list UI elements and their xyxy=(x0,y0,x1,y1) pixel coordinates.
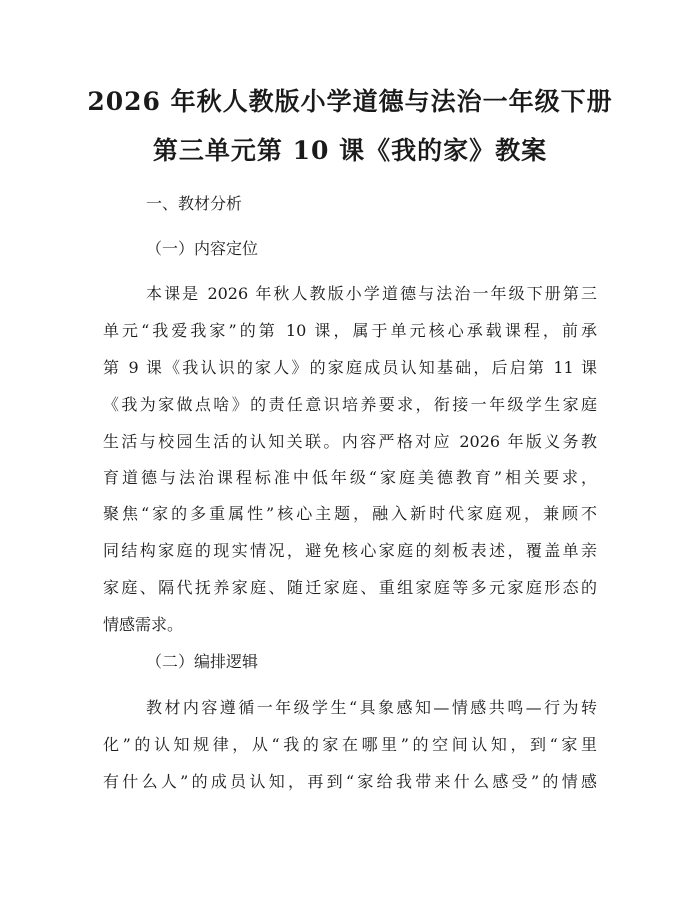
paragraph-line: 情感需求。 xyxy=(103,615,184,634)
paragraph-line: 育道德与法治课程标准中低年级“家庭美德教育”相关要求， xyxy=(103,468,597,487)
paragraph-line: 教材内容遵循一年级学生“具象感知—情感共鸣—行为转 xyxy=(146,698,597,717)
paragraph-line: 第 9 课《我认识的家人》的家庭成员认知基础，后启第 11 课 xyxy=(103,358,597,377)
section-heading-teaching-material-analysis: 一、教材分析 xyxy=(146,194,243,213)
paragraph-line: 生活与校园生活的认知关联。内容严格对应 2026 年版义务教 xyxy=(103,432,597,451)
paragraph-line: 单元“我爱我家”的第 10 课，属于单元核心承载课程，前承 xyxy=(103,321,597,340)
subsection-heading-arrangement-logic: （二）编排逻辑 xyxy=(146,652,259,671)
paragraph-line: 化”的认知规律，从“我的家在哪里”的空间认知，到“家里 xyxy=(103,735,597,754)
document-title-line-2: 第三单元第 10 课《我的家》教案 xyxy=(152,136,548,165)
paragraph-line: 有什么人”的成员认知，再到“家给我带来什么感受”的情感 xyxy=(103,772,597,791)
subsection-heading-content-positioning: （一）内容定位 xyxy=(146,239,259,258)
paragraph-line: 聚焦“家的多重属性”核心主题，融入新时代家庭观，兼顾不 xyxy=(103,504,597,523)
paragraph-line: 本课是 2026 年秋人教版小学道德与法治一年级下册第三 xyxy=(146,284,597,303)
document-title-line-1: 2026 年秋人教版小学道德与法治一年级下册 xyxy=(87,87,613,116)
paragraph-line: 同结构家庭的现实情况，避免核心家庭的刻板表述，覆盖单亲 xyxy=(103,541,597,560)
paragraph-line: 家庭、隔代抚养家庭、随迁家庭、重组家庭等多元家庭形态的 xyxy=(103,578,597,597)
paragraph-line: 《我为家做点啥》的责任意识培养要求，衔接一年级学生家庭 xyxy=(103,395,597,414)
